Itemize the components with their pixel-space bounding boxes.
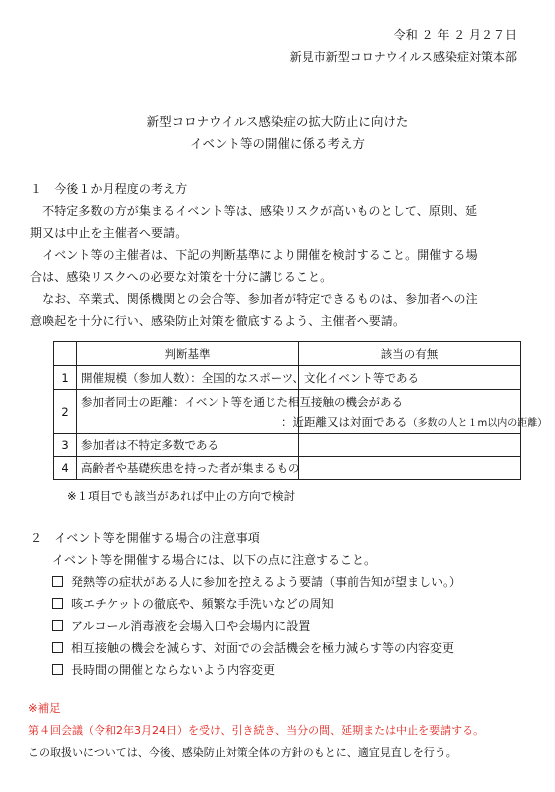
row-applicable-cell[interactable]: [299, 457, 521, 480]
table-header-row: [54, 342, 521, 366]
checklist-item: [52, 595, 334, 612]
table-row: [54, 390, 521, 434]
checklist-item: [52, 661, 275, 678]
row-criterion: 参加者は不特定多数である: [77, 434, 299, 457]
checkbox-icon[interactable]: [52, 598, 63, 609]
row-criterion-multiline: [77, 390, 548, 434]
criteria-table: [53, 341, 548, 480]
checkbox-icon[interactable]: [52, 620, 63, 631]
checklist-item: [52, 573, 461, 590]
checklist-item-label: 相互接触の機会を減らす、対面での会話機会を極力減らす等の内容変更: [71, 641, 455, 655]
table-note: ※１項目でも該当があれば中止の方向で検討: [67, 489, 296, 503]
section1-line: 合は、感染リスクへの必要な対策を十分に講じること。: [30, 270, 333, 284]
table-row: [54, 366, 521, 390]
row-criterion-detail: [81, 414, 548, 430]
checklist-item-label: 発熱等の症状がある人に参加を控えるよう要請（事前告知が望ましい。）: [71, 575, 462, 589]
checkbox-icon[interactable]: [52, 664, 63, 675]
row-number: 2: [54, 390, 77, 434]
table-header-num-cell: [54, 342, 77, 366]
checkbox-icon[interactable]: [52, 576, 63, 587]
supplement-line: この取扱いについては、今後、感染防止対策全体の方針のもとに、適宜見直しを行う。: [28, 746, 457, 759]
document-date: 令和 ２ 年 ２ 月２７日: [393, 28, 517, 42]
table-header-criteria: 判断基準: [77, 342, 299, 366]
section2-intro: イベント等を開催する場合には、以下の点に注意すること。: [52, 553, 377, 567]
table-row: [54, 434, 521, 457]
section1-heading: １ 今後１か月程度の考え方: [30, 182, 188, 196]
section1-line: 期又は中止を主催者へ要請。: [30, 226, 188, 240]
row-criterion: 高齢者や基礎疾患を持った者が集まるもの: [77, 457, 299, 480]
row-number: 4: [54, 457, 77, 480]
row-applicable-cell[interactable]: [299, 434, 521, 457]
section1-line: なお、卒業式、関係機関との会合等、参加者が特定できるものは、参加者への注: [30, 292, 478, 306]
row-number: 1: [54, 366, 77, 390]
issuing-organization: 新見市新型コロナウイルス感染症対策本部: [289, 50, 517, 64]
supplement-label: ※補足: [28, 701, 61, 715]
row-criterion: 参加者同士の距離：イベント等を通じた相互接触の機会がある: [81, 394, 403, 409]
section1-line: イベント等の主催者は、下記の判断基準により開催を検討すること。開催する場: [30, 248, 478, 262]
document-title-line2: イベント等の開催に係る考え方: [189, 136, 365, 151]
checklist-item-label: 咳エチケットの徹底や、頻繁な手洗いなどの周知: [71, 597, 334, 611]
supplement-line-red: 第４回会議（令和2年3月24日）を受け、引き続き、当分の間、延期または中止を要請する。: [28, 724, 485, 737]
row-number: 3: [54, 434, 77, 457]
table-row: [54, 457, 521, 480]
checklist-item: [52, 639, 454, 656]
section1-line: 意喚起を十分に行い、感染防止対策を徹底するよう、主催者へ要請。: [30, 314, 406, 328]
document-title-line1: 新型コロナウイルス感染症の拡大防止に向けた: [146, 114, 409, 129]
row-criterion-subnote: （多数の人と１m以内の距離）: [407, 417, 548, 429]
checklist-item: [52, 617, 310, 634]
section2-heading: ２ イベント等を開催する場合の注意事項: [30, 531, 260, 545]
table-header-applicable: 該当の有無: [299, 342, 521, 366]
section1-line: 不特定多数の方が集まるイベント等は、感染リスクが高いものとして、原則、延: [30, 204, 478, 218]
checklist-item-label: 長時間の開催とならないよう内容変更: [71, 663, 276, 677]
row-criterion-detail-text: ：近距離又は対面である: [281, 414, 408, 429]
row-criterion: 開催規模（参加人数）：全国的なスポーツ、文化イベント等である: [77, 366, 299, 390]
checklist-item-label: アルコール消毒液を会場入口や会場内に設置: [71, 619, 311, 633]
checkbox-icon[interactable]: [52, 642, 63, 653]
